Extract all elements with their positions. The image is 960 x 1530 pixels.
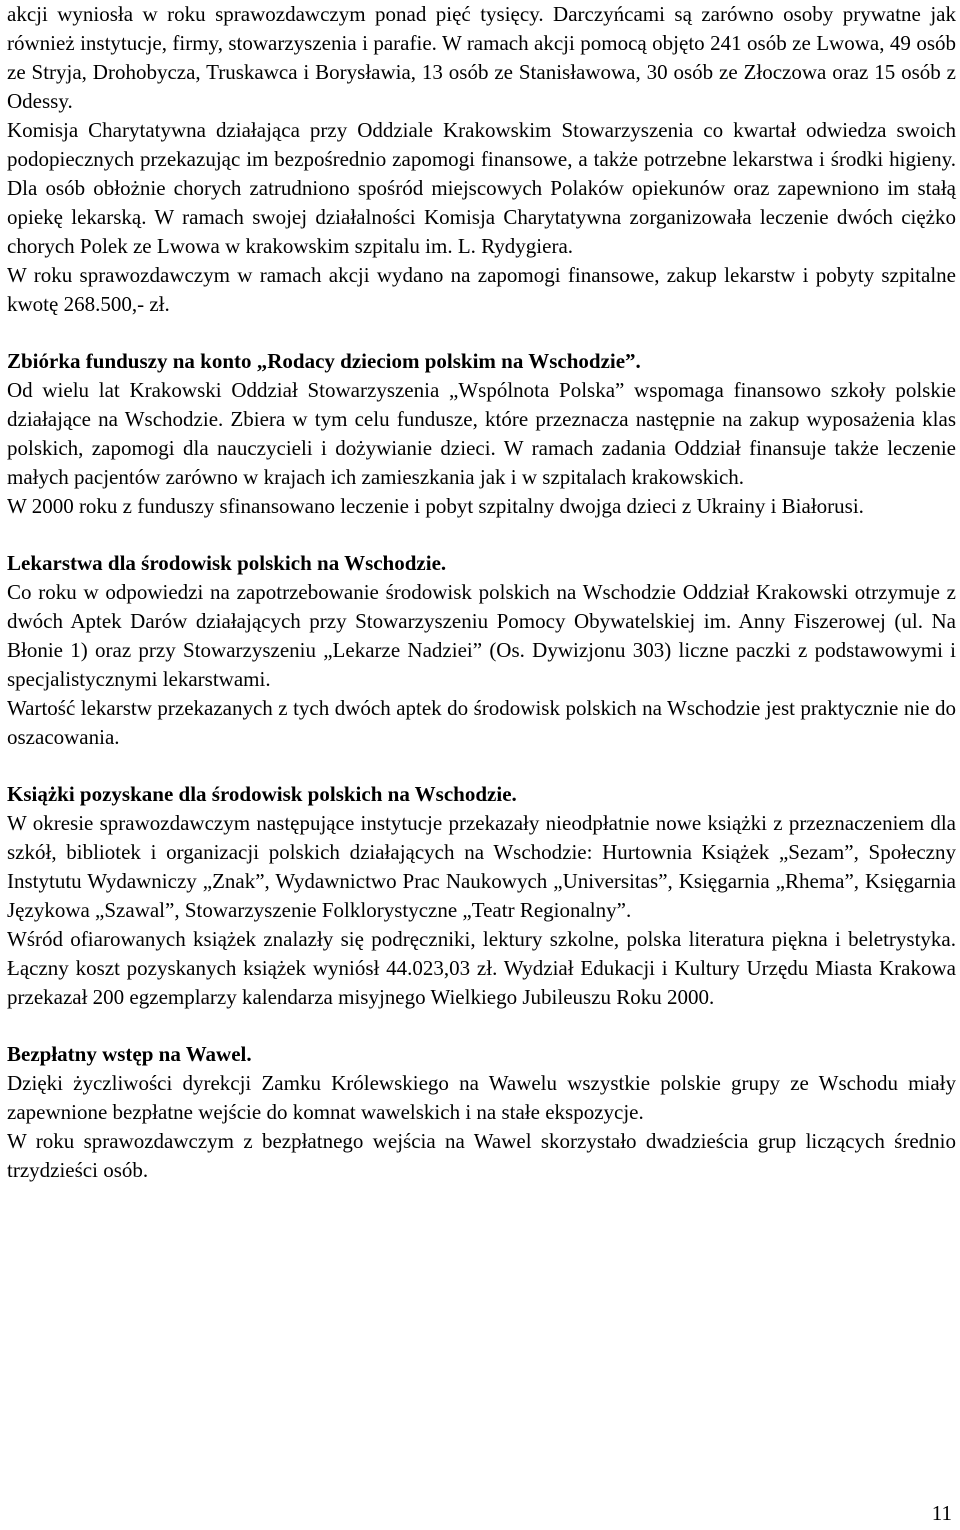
section-wawel [7, 1040, 956, 1185]
section-intro [7, 0, 956, 319]
paragraph: Wśród ofiarowanych książek znalazły się podręczniki, lektury szkolne, polska literatura piękna i beletrystyka. Łączny koszt pozyskanych książek wyniósł 44.023,03 zł. Wydział Edukacji i Kultury Urzędu Miasta Krakowa przekazał 200 egzemplarzy kalendarza misyjnego Wielkiego Jubileuszu Roku 2000. [7, 927, 956, 1009]
paragraph: Wartość lekarstw przekazanych z tych dwóch aptek do środowisk polskich na Wschodzie jest praktycznie nie do oszacowania. [7, 696, 956, 749]
section-medicines [7, 549, 956, 752]
section-books [7, 780, 956, 1012]
paragraph: Dzięki życzliwości dyrekcji Zamku Królewskiego na Wawelu wszystkie polskie grupy ze Wschodu miały zapewnione bezpłatne wejście do komnat wawelskich i na stałe ekspozycje. [7, 1071, 956, 1124]
paragraph: Komisja Charytatywna działająca przy Oddziale Krakowskim Stowarzyszenia co kwartał odwiedza swoich podopiecznych przekazując im bezpośrednio zapomogi finansowe, a także potrzebne lekarstwa i środki higieny. Dla osób obłożnie chorych zatrudniono spośród miejscowych Polaków opiekunów oraz zapewniono im stałą opiekę lekarską. W ramach swojej działalności Komisja Charytatywna zorganizowała leczenie dwóch ciężko chorych Polek ze Lwowa w krakowskim szpitalu im. L. Rydygiera. [7, 118, 956, 258]
paragraph: W 2000 roku z funduszy sfinansowano leczenie i pobyt szpitalny dwojga dzieci z Ukrainy i Białorusi. [7, 494, 864, 518]
section-fundraising [7, 347, 956, 521]
paragraph: W roku sprawozdawczym w ramach akcji wydano na zapomogi finansowe, zakup lekarstw i pobyty szpitalne kwotę 268.500,- zł. [7, 263, 956, 316]
paragraph: Od wielu lat Krakowski Oddział Stowarzyszenia „Wspólnota Polska” wspomaga finansowo szkoły polskie działające na Wschodzie. Zbiera w tym celu fundusze, które przeznacza następnie na zakup wyposażenia klas polskich, zapomogi dla nauczycieli i dożywianie dzieci. W ramach zadania Oddział finansuje także leczenie małych pacjentów zarówno w krajach ich zamieszkania jak i w szpitalach krakowskich. [7, 378, 956, 489]
section-heading: Książki pozyskane dla środowisk polskich na Wschodzie. [7, 782, 517, 806]
document-page [7, 0, 956, 1185]
paragraph: akcji wyniosła w roku sprawozdawczym ponad pięć tysięcy. Darczyńcami są zarówno osoby prywatne jak również instytucje, firmy, stowarzyszenia i parafie. W ramach akcji pomocą objęto 241 osób ze Lwowa, 49 osób ze Stryja, Drohobycza, Truskawca i Borysławia, 13 osób ze Stanisławowa, 30 osób ze Złoczowa oraz 15 osób z Odessy. [7, 2, 956, 113]
section-heading: Bezpłatny wstęp na Wawel. [7, 1042, 252, 1066]
section-heading: Zbiórka funduszy na konto „Rodacy dzieciom polskim na Wschodzie”. [7, 349, 641, 373]
paragraph: W okresie sprawozdawczym następujące instytucje przekazały nieodpłatnie nowe książki z przeznaczeniem dla szkół, bibliotek i organizacji polskich działających na Wschodzie: Hurtownia Książek „Sezam”, Społeczny Instytutu Wydawniczy „Znak”, Wydawnictwo Prac Naukowych „Universitas”, Księgarnia „Rhema”, Księgarnia Językowa „Szawal”, Stowarzyszenie Folklorystyczne „Teatr Regionalny”. [7, 811, 956, 922]
paragraph: Co roku w odpowiedzi na zapotrzebowanie środowisk polskich na Wschodzie Oddział Krakowski otrzymuje z dwóch Aptek Darów działających przy Stowarzyszeniu Pomocy Obywatelskiej im. Anny Fiszerowej (ul. Na Błonie 1) oraz przy Stowarzyszeniu „Lekarze Nadziei” (Os. Dywizjonu 303) liczne paczki z podstawowymi i specjalistycznymi lekarstwami. [7, 580, 956, 691]
paragraph: W roku sprawozdawczym z bezpłatnego wejścia na Wawel skorzystało dwadzieścia grup liczących średnio trzydzieści osób. [7, 1129, 956, 1182]
section-heading: Lekarstwa dla środowisk polskich na Wschodzie. [7, 551, 447, 575]
page-number: 11 [931, 1501, 952, 1525]
